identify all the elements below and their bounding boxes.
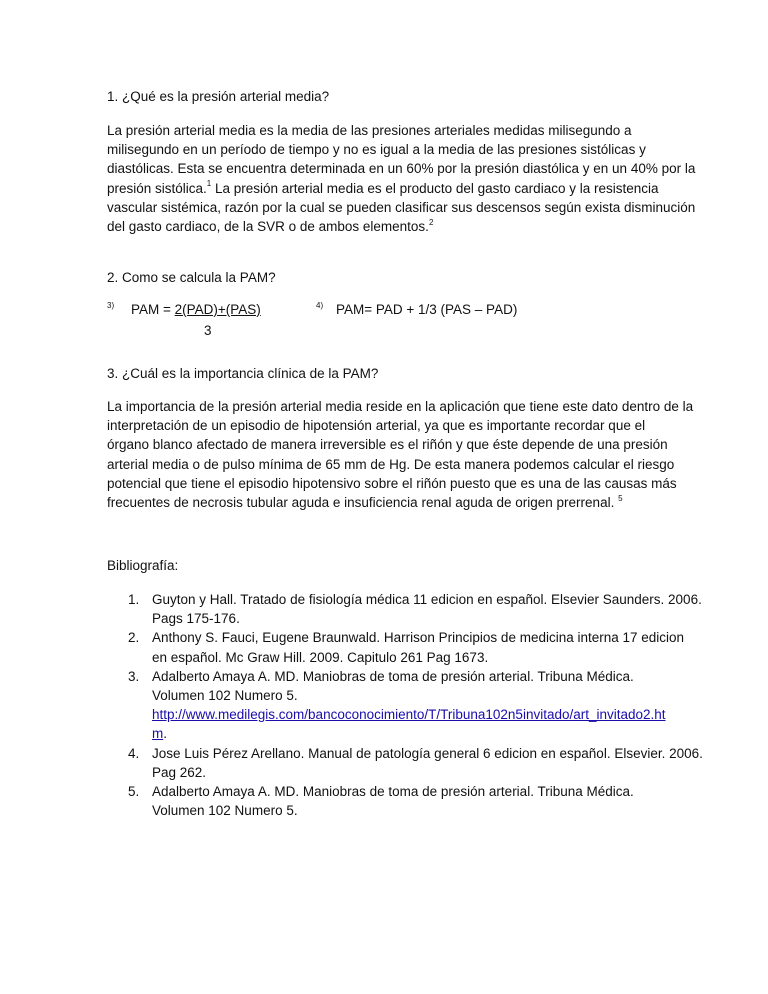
answer-1-text: del gasto cardiaco, de la SVR o de ambos elementos.	[107, 219, 429, 235]
citation-superscript: 2	[428, 217, 434, 227]
item-text: Volumen 102 Numero 5.	[152, 688, 298, 704]
answer-3-paragraph	[107, 397, 694, 512]
bibliography-item	[128, 782, 688, 820]
answer-1-text: La presión arterial media es el producto del gasto cardiaco y la resistencia	[211, 180, 659, 196]
answer-3-line: interpretación de un episodio de hipotensión arterial, ya que es importante recordar que el	[107, 418, 646, 434]
citation-superscript: 1	[206, 179, 212, 189]
question-1-heading: 1. ¿Qué es la presión arterial media?	[107, 89, 330, 104]
question-3-heading: 3. ¿Cuál es la importancia clínica de la PAM?	[107, 366, 379, 381]
answer-1-line: vascular sistémica, razón por la cual se pueden clasificar sus descensos según exista disminución	[107, 199, 696, 215]
item-number: 2.	[128, 630, 140, 646]
answer-1-line	[107, 179, 667, 198]
formula-2-reference: 4)	[316, 301, 324, 310]
citation-superscript: 5	[618, 493, 623, 503]
answer-1-line	[107, 217, 667, 236]
formula-1	[131, 302, 261, 317]
answer-3-line	[107, 493, 667, 512]
item-text: Pags 175-176.	[152, 611, 240, 627]
item-link-line	[152, 705, 688, 724]
item-text: Adalberto Amaya A. MD. Maniobras de toma de presión arterial. Tribuna Médica.	[152, 668, 634, 684]
link-end-punctuation: .	[163, 726, 168, 742]
answer-1-line: diastólicas. Esta se encuentra determinada en un 60% por la presión diastólica y en un 40% por la	[107, 161, 696, 177]
item-text: Anthony S. Fauci, Eugene Braunwald. Harrison Principios de medicina interna 17 edicion	[152, 630, 685, 646]
answer-3-line: arterial media o de pulso mínima de 65 mm de Hg. De esta manera podemos calcular el riesgo	[107, 456, 675, 472]
answer-1-line: milisegundo en un período de tiempo y no es igual a la media de las presiones sistólicas y	[107, 142, 646, 158]
bibliography-list	[128, 590, 703, 820]
bibliography-title: Bibliografía:	[107, 558, 179, 573]
item-number: 4.	[128, 745, 140, 761]
formula-1-lhs: PAM =	[131, 302, 175, 317]
item-text: Pag 262.	[152, 764, 207, 780]
answer-3-line: potencial que tiene el episodio hipotensivo sobre el riñón puesto que es una de las causas más	[107, 475, 677, 491]
item-link-line	[152, 724, 688, 743]
formula-2: PAM= PAD + 1/3 (PAS – PAD)	[336, 302, 518, 317]
answer-3-line: órgano blanco afectado de manera irreversible es el riñón y que éste depende de una presión	[107, 437, 668, 453]
answer-1-line: La presión arterial media es la media de las presiones arteriales medidas milisegundo a	[107, 123, 632, 138]
bibliography-item	[128, 628, 688, 666]
bibliography-item	[128, 667, 688, 744]
item-text: Jose Luis Pérez Arellano. Manual de patología general 6 edicion en español. Elsevier. 2006.	[152, 745, 703, 761]
answer-1-paragraph	[107, 121, 696, 236]
reference-link[interactable]: m	[152, 726, 164, 742]
item-text: Adalberto Amaya A. MD. Maniobras de toma de presión arterial. Tribuna Médica.	[152, 784, 634, 800]
bibliography-item	[128, 590, 702, 628]
item-number: 1.	[128, 592, 140, 607]
question-2-heading: 2. Como se calcula la PAM?	[107, 270, 276, 285]
answer-3-line: La importancia de la presión arterial media reside en la aplicación que tiene este dato dentro de la	[107, 399, 694, 414]
item-text: en español. Mc Graw Hill. 2009. Capitulo 261 Pag 1673.	[152, 649, 489, 665]
formula-1-denominator: 3	[204, 323, 212, 338]
item-text: Volumen 102 Numero 5.	[152, 803, 298, 819]
answer-1-text: presión sistólica.	[107, 180, 207, 196]
answer-3-text: frecuentes de necrosis tubular aguda e insuficiencia renal aguda de origen prerrenal.	[107, 495, 619, 511]
item-text: Guyton y Hall. Tratado de fisiología médica 11 edicion en español. Elsevier Saunders. 2006.	[152, 592, 702, 607]
bibliography-item	[128, 744, 703, 782]
formula-1-numerator: 2(PAD)+(PAS)	[174, 302, 261, 317]
reference-link[interactable]: http://www.medilegis.com/bancoconocimiento/T/Tribuna102n5invitado/art_invitado2.ht	[152, 707, 666, 723]
item-number: 5.	[128, 784, 140, 800]
item-number: 3.	[128, 668, 140, 684]
formula-1-reference: 3)	[107, 301, 115, 310]
